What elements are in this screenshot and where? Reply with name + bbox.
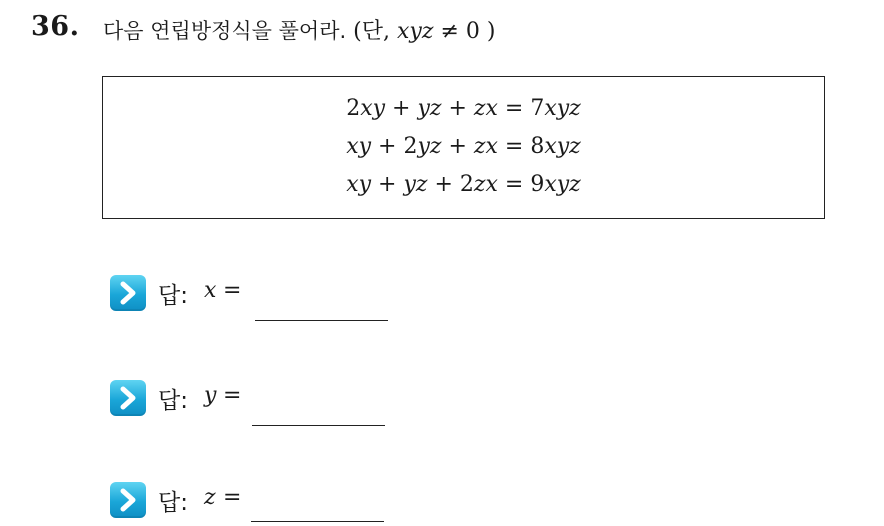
eq-term: xy: [360, 96, 386, 121]
eq-equals: = 8: [497, 134, 545, 159]
answer-equals: =: [223, 278, 242, 303]
chevron-right-icon: [110, 380, 146, 416]
chevron-right-icon: [110, 482, 146, 518]
eq-op: +: [371, 172, 404, 197]
prompt-text: 다음 연립방정식을 풀어라.: [103, 19, 347, 43]
eq-term: xy: [346, 172, 372, 197]
answer-variable: x: [204, 278, 217, 303]
answer-variable: z: [204, 485, 216, 510]
answer-blank-x[interactable]: [255, 320, 388, 321]
eq-term: zx: [473, 134, 498, 159]
eq-term: yz: [417, 96, 442, 121]
eq-term: zx: [473, 96, 498, 121]
question-number: 36.: [31, 11, 80, 42]
eq-op: + 2: [427, 172, 474, 197]
equation-2: [103, 134, 824, 159]
eq-equals: = 9: [497, 172, 545, 197]
equation-1: [103, 96, 824, 121]
answer-label: 답:: [158, 388, 188, 414]
answer-label: 답:: [158, 283, 188, 309]
answer-variable: y: [204, 383, 217, 408]
chevron-right-icon: [110, 275, 146, 311]
condition-rest: ≠ 0 ): [440, 19, 496, 44]
eq-term: xy: [346, 134, 372, 159]
eq-op: +: [385, 96, 418, 121]
eq-term: zx: [473, 172, 498, 197]
condition-vars: xyz: [397, 19, 434, 44]
eq-equals: = 7: [497, 96, 545, 121]
answer-blank-z[interactable]: [251, 521, 384, 522]
answer-equals: =: [223, 485, 242, 510]
eq-op: + 2: [371, 134, 418, 159]
eq-term: yz: [403, 172, 428, 197]
eq-op: +: [441, 134, 474, 159]
eq-rhs: xyz: [544, 134, 581, 159]
answer-equals: =: [223, 383, 242, 408]
eq-op: +: [441, 96, 474, 121]
answer-blank-y[interactable]: [252, 425, 385, 426]
eq-term: yz: [417, 134, 442, 159]
eq-rhs: xyz: [544, 96, 581, 121]
condition-open: (단,: [353, 19, 391, 44]
eq-rhs: xyz: [544, 172, 581, 197]
eq-coef: 2: [346, 96, 361, 121]
answer-label: 답:: [158, 490, 188, 516]
question-prompt: [103, 14, 495, 45]
equation-3: [103, 172, 824, 197]
equation-box: [102, 76, 825, 219]
